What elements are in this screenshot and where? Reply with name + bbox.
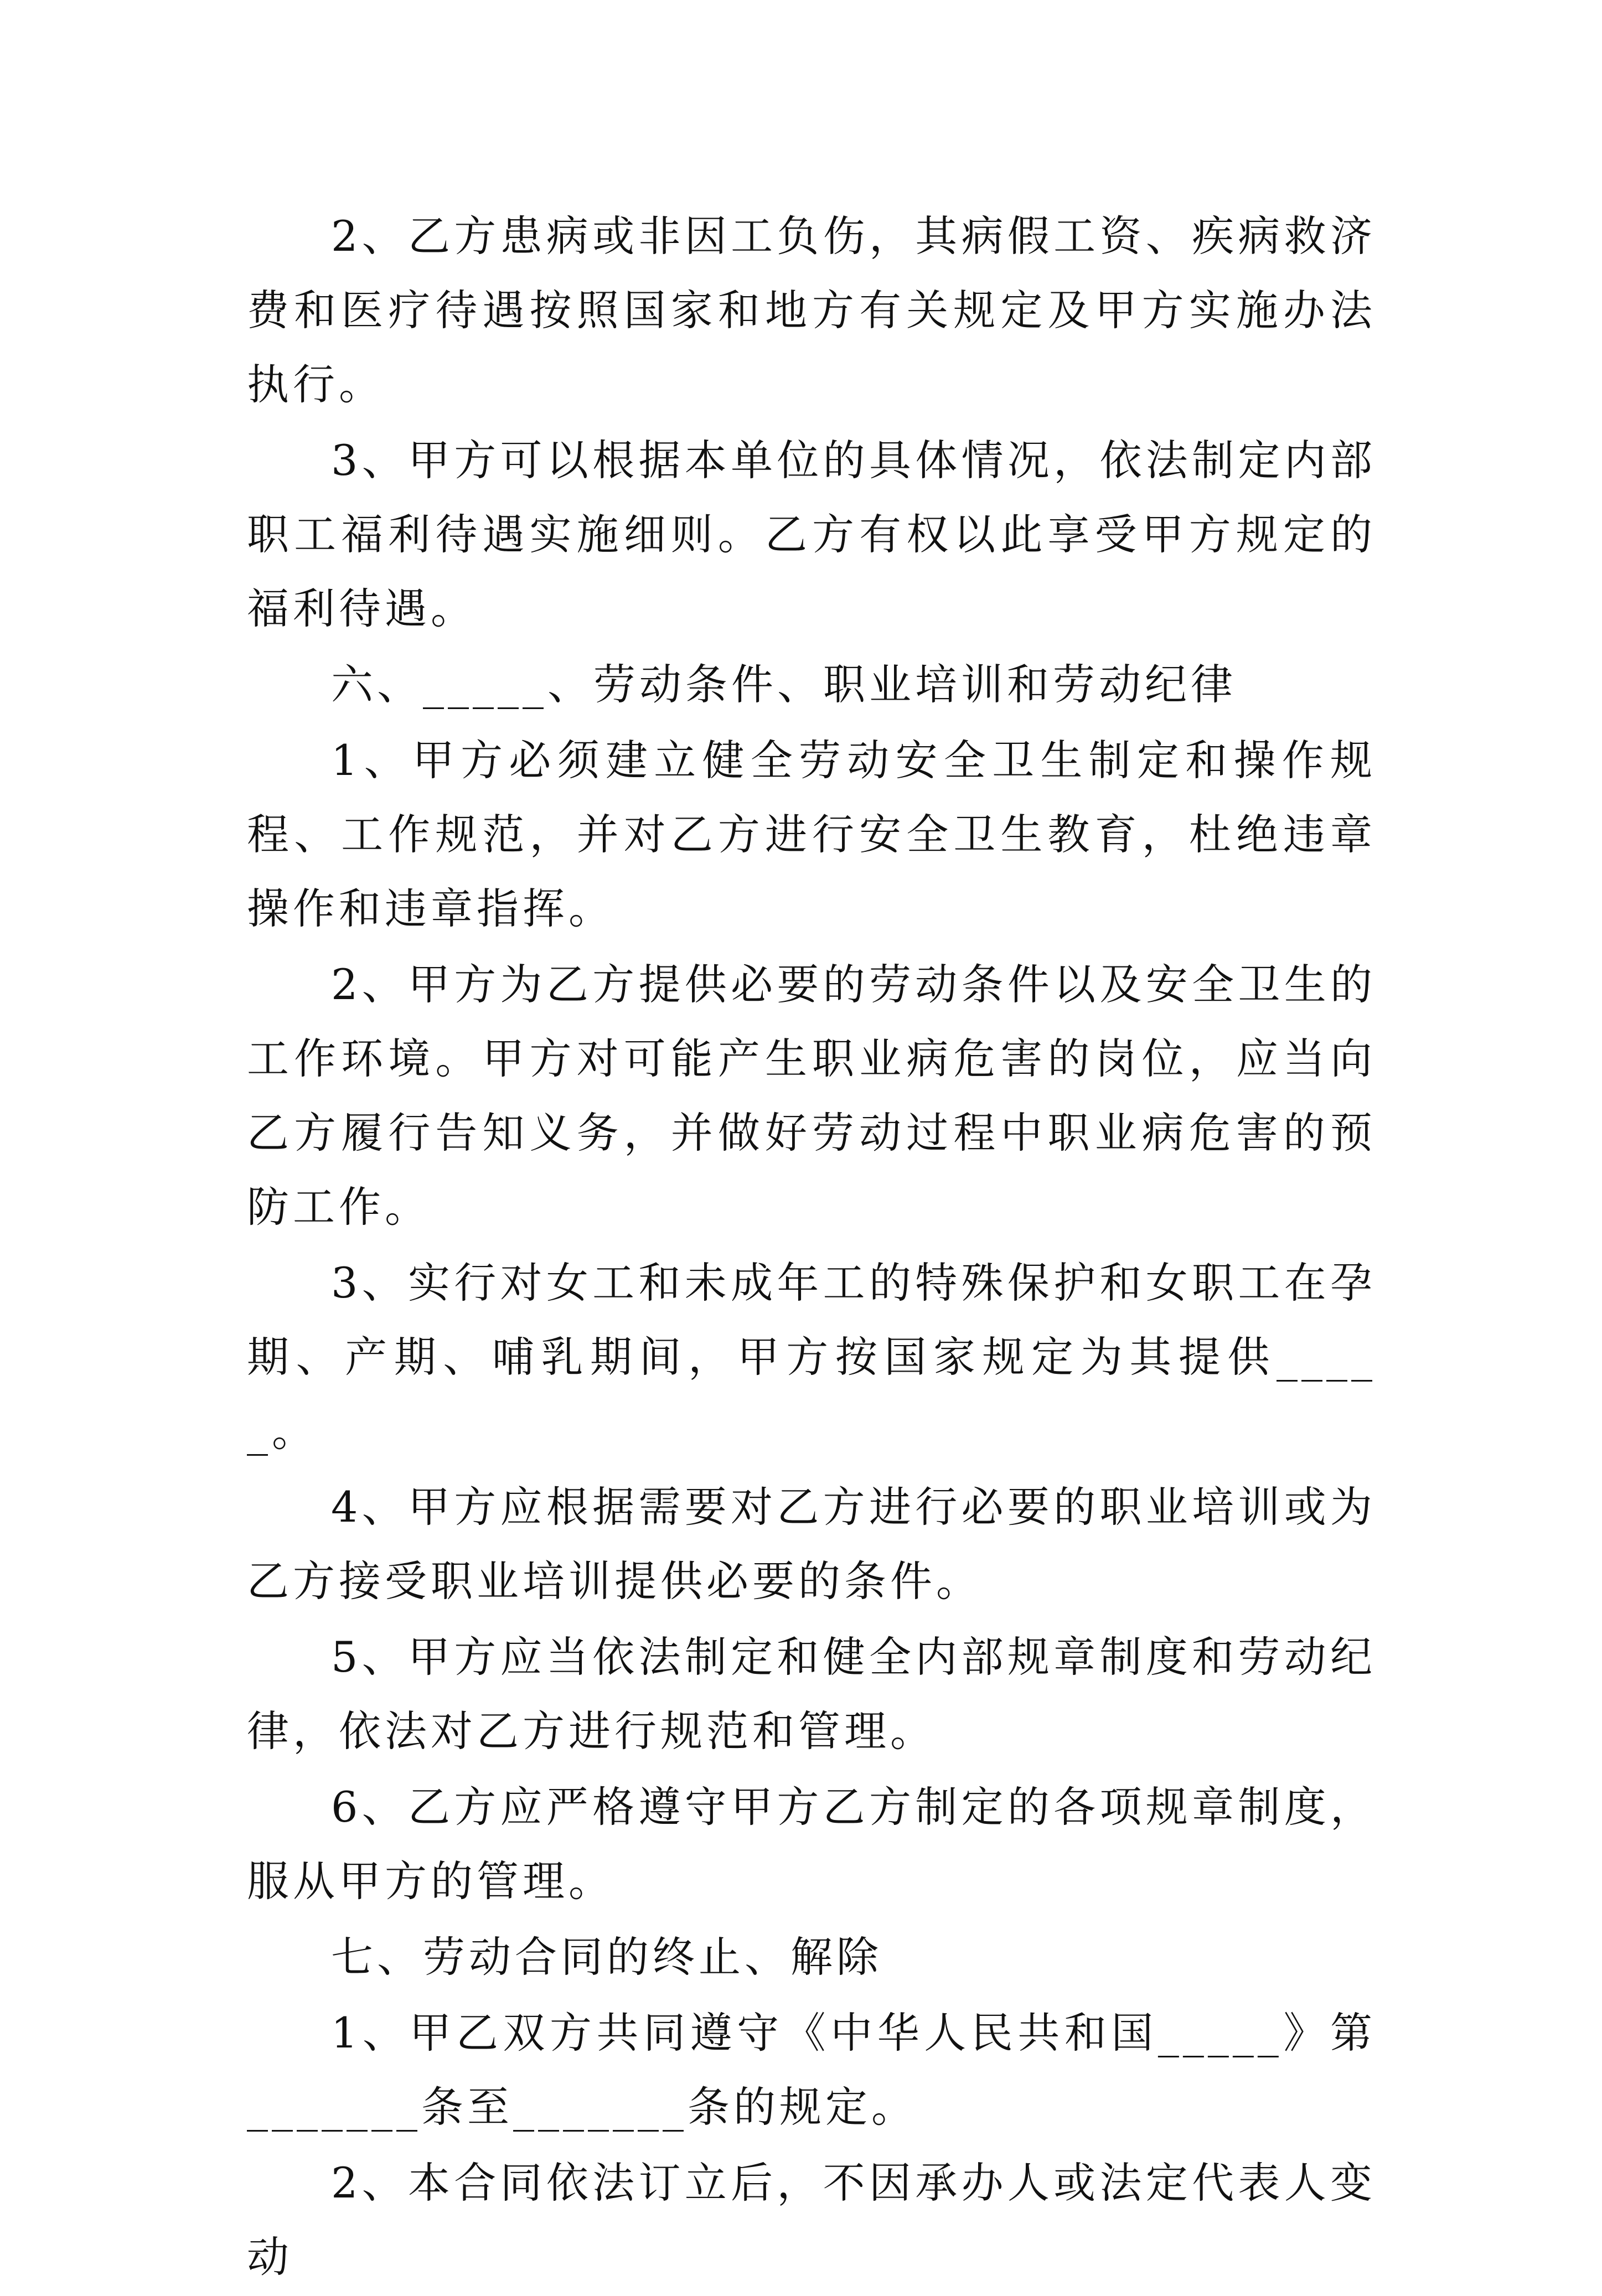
paragraph-working-environment: 2、甲方为乙方提供必要的劳动条件以及安全卫生的工作环境。甲方对可能产生职业病危害的岗位，应当向乙方履行告知义务，并做好劳动过程中职业病危害的预防工作。: [247, 960, 1376, 1232]
paragraph-internal-regulations: 5、甲方应当依法制定和健全内部规章制度和劳动纪律，依法对乙方进行规范和管理。: [247, 1632, 1376, 1756]
document-body: [247, 199, 1376, 2296]
paragraph-sick-leave-pay: 2、乙方患病或非因工负伤，其病假工资、疾病救济费和医疗待遇按照国家和地方有关规定及甲方实施办法执行。: [247, 211, 1376, 409]
paragraph-safety-rules: 1、甲方必须建立健全劳动安全卫生制定和操作规程、工作规范，并对乙方进行安全卫生教育，杜绝违章操作和违章指挥。: [247, 736, 1376, 933]
paragraph-comply-management: 6、乙方应严格遵守甲方乙方制定的各项规章制度，服从甲方的管理。: [247, 1782, 1376, 1906]
paragraph-contract-validity: 2、本合同依法订立后，不因承办人或法定代表人变动: [247, 2158, 1376, 2282]
section-heading-labor-conditions: 六、_____、劳动条件、职业培训和劳动纪律: [331, 660, 1237, 709]
paragraph-legal-provisions: 1、甲乙双方共同遵守《中华人民共和国_____》第_______条至_______条的规定。: [247, 2008, 1376, 2132]
paragraph-special-protection: 3、实行对女工和未成年工的特殊保护和女职工在孕期、产期、哺乳期间，甲方按国家规定为其提供_____。: [247, 1258, 1376, 1456]
paragraph-welfare-rules: 3、甲方可以根据本单位的具体情况，依法制定内部职工福利待遇实施细则。乙方有权以此享受甲方规定的福利待遇。: [247, 436, 1376, 633]
section-heading-termination: 七、劳动合同的终止、解除: [331, 1932, 882, 1982]
paragraph-vocational-training: 4、甲方应根据需要对乙方进行必要的职业培训或为乙方接受职业培训提供必要的条件。: [247, 1482, 1376, 1606]
